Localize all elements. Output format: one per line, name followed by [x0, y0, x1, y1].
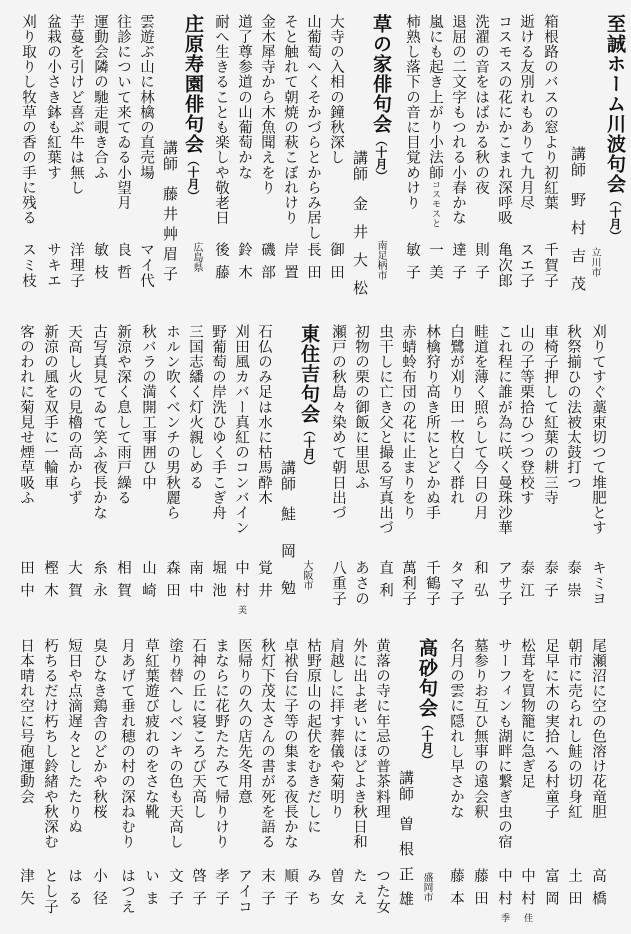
haiku-verse: 芋蔓を引けど喜ぶ牛は無し — [68, 14, 84, 196]
haiku-author: 良哲 — [115, 242, 131, 287]
section-title-shisei: 至誠ホーム川波句会（十月） — [604, 14, 626, 242]
haiku-verse: 天高し火の見櫓の高からず — [66, 324, 82, 506]
haiku-author: 相賀 — [115, 560, 131, 605]
haiku-author: 孝子 — [213, 868, 229, 913]
haiku-author: 南中 — [187, 560, 203, 605]
band-middle — [0, 310, 631, 622]
haiku-author: アサ子 — [496, 560, 512, 607]
haiku-author: 亀次郎 — [496, 242, 512, 289]
haiku-author: 小径 — [91, 868, 107, 913]
teacher-takasago: 講師曽根正雄 — [397, 770, 415, 916]
haiku-author: 文子 — [167, 868, 183, 913]
haiku-verse: 枯野原山の起伏をむきだしに — [305, 638, 321, 835]
haiku-verse: 古写真見てゐて笑ふ夜長かな — [91, 324, 107, 521]
haiku-author: 津矢 — [18, 868, 34, 913]
haiku-verse: 虫干しに亡き父と撮る写真出づ — [377, 324, 393, 536]
haiku-author: マイ代 — [138, 242, 154, 289]
haiku-verse: まならに花野たたみて帰りけり — [213, 638, 229, 850]
haiku-verse: 足早に木の実拾へる村童子 — [543, 638, 559, 820]
haiku-verse: 名月の雲に隠れし早さかな — [448, 638, 464, 820]
teacher-higashisumiyoshi: 講師鮭岡勉 — [279, 460, 297, 617]
haiku-verse: 退屈の二文字もつれる小春かな — [450, 14, 466, 226]
haiku-verse: 卓袱台に子等の集まる夜長かな — [282, 638, 298, 850]
haiku-author: 富岡 — [543, 868, 559, 913]
haiku-verse: 石仏のみ足は水に枯馬酔木 — [256, 324, 272, 506]
haiku-verse: 肩越しに拝す葬儀や菊明り — [328, 638, 344, 820]
haiku-author: 洋理子 — [68, 242, 84, 289]
haiku-author: 土田 — [566, 868, 582, 913]
haiku-verse: そと触れて朝焼の萩こぼれけり — [282, 14, 298, 226]
haiku-verse: 墓参りお互ひ無事の遠会釈 — [472, 638, 488, 820]
haiku-verse: 山の子等栗拾ひつつ登校す — [518, 324, 534, 506]
haiku-verse: 耐へ生きることも楽しや敬老日 — [213, 14, 229, 226]
haiku-author: 糸永 — [91, 560, 107, 605]
haiku-author: 御田 — [328, 242, 344, 287]
haiku-author: あさの — [353, 560, 369, 607]
haiku-verse: 車椅子押して紅葉の耕三寺 — [542, 324, 558, 506]
haiku-author: 順子 — [282, 868, 298, 913]
haiku-verse: 金木犀寺から木魚聞えをり — [259, 14, 275, 196]
haiku-verse: 運動会隣の馳走覗き合ふ — [92, 14, 108, 181]
haiku-verse: 秋祭揃ひの法被太鼓打つ — [565, 324, 581, 491]
haiku-author: 千鶴子 — [424, 560, 440, 607]
haiku-verse: 林檎狩り高き所にとどかぬ手 — [424, 324, 440, 521]
haiku-author: 藤田 — [472, 868, 488, 913]
haiku-verse: 逝ける友別れもありて九月尽 — [518, 14, 534, 211]
haiku-author: つた女 — [374, 868, 390, 915]
place-shobara: 広島県 — [191, 242, 202, 272]
haiku-verse: 月あげて垂れ穂の村の深ねむり — [119, 638, 135, 850]
haiku-verse: コスモスの花にかこまれ深呼吸 — [496, 14, 512, 226]
haiku-author: 泰崇 — [565, 560, 581, 605]
haiku-verse: 嵐にも起き上がり小法師コスモスと — [427, 14, 443, 229]
haiku-verse: 松茸を買物籠に急ぎ足 — [519, 638, 535, 789]
haiku-verse: これ程に誰が為に咲く曼珠沙華 — [496, 324, 512, 536]
haiku-verse: 白鷺が刈り田一枚白く群れ — [448, 324, 464, 506]
haiku-author: 中村季 — [496, 868, 512, 930]
haiku-author: 中村佳 — [519, 868, 535, 930]
haiku-verse: 畦道を薄く照らして今日の月 — [472, 324, 488, 521]
haiku-verse: 臭ひなき鶏舎のどかや秋桜 — [91, 638, 107, 820]
haiku-author: スエ子 — [518, 242, 534, 289]
haiku-verse: 赤蜻蛉布団の花に止まりをり — [400, 324, 416, 521]
haiku-verse: 客のわれに菊見せ煙草吸ふ — [18, 324, 34, 506]
haiku-author: 後藤 — [213, 242, 229, 287]
haiku-author: みち — [305, 868, 321, 913]
haiku-author: 藤本 — [448, 868, 464, 913]
haiku-author: 磯部 — [259, 242, 275, 287]
haiku-author: たえ — [351, 868, 367, 913]
haiku-author: 千賀子 — [542, 242, 558, 289]
haiku-verse: 朽ちるだけ朽ちし鈴緒や秋深む — [42, 638, 58, 850]
haiku-author: 覚井 — [256, 560, 272, 605]
haiku-verse: 道了尊参道の山葡萄かな — [236, 14, 252, 181]
haiku-author: 岸置 — [282, 242, 298, 287]
haiku-verse: 尾瀬沼に空の色溶け花竜胆 — [590, 638, 606, 820]
haiku-author: タマ子 — [448, 560, 464, 607]
haiku-author: サキエ — [45, 242, 61, 289]
haiku-verse: 刈りてすぐ藁束切つて堆肥とす — [590, 324, 606, 536]
place-takasago: 盛岡市 — [421, 872, 432, 902]
haiku-author: 中村美 — [233, 560, 249, 622]
place-shisei: 立川市 — [589, 247, 600, 277]
haiku-author: 田中 — [18, 560, 34, 605]
haiku-verse: 初物の栗の御飯に里思ふ — [353, 324, 369, 491]
haiku-author: とし子 — [42, 868, 58, 915]
section-title-kusanoie: 草の家俳句会（十月） — [370, 14, 392, 182]
haiku-verse: 刈田風カバー真紅のコンバイン — [233, 324, 249, 536]
haiku-author: 長田 — [305, 242, 321, 287]
haiku-author: 泰子 — [542, 560, 558, 605]
haiku-author: 八重子 — [330, 560, 346, 607]
teacher-shisei: 講師野村吉茂 — [569, 146, 587, 304]
haiku-author: いま — [143, 868, 159, 913]
haiku-author: 直利 — [377, 560, 393, 605]
haiku-author: 樫木 — [42, 560, 58, 605]
haiku-author: 泰江 — [518, 560, 534, 605]
haiku-verse: 盆栽の小さき鉢も紅葉す — [45, 14, 61, 181]
haiku-verse: 大寺の入相の鐘秋深し — [328, 14, 344, 165]
haiku-author: キミヨ — [590, 560, 606, 607]
haiku-verse: 洗濯の音をはばかる秋の夜 — [473, 14, 489, 196]
haiku-verse: 外に出よ老いにほどよき秋日和 — [351, 638, 367, 850]
section-title-shobara: 庄原寿園俳句会（十月） — [182, 14, 204, 202]
haiku-author: 鈴木 — [236, 242, 252, 287]
haiku-author: 敏子 — [404, 242, 420, 287]
teacher-shobara: 講師藤井艸眉子 — [161, 140, 179, 286]
haiku-verse: 山葡萄へくそかづらとからみ居し — [305, 14, 321, 241]
haiku-verse: 雲遊ぶ山に林檎の直売場 — [138, 14, 154, 181]
section-title-higashisumiyoshi: 東住吉句会（十月） — [298, 324, 320, 472]
haiku-verse: 日本晴れ空に号砲運動会 — [18, 638, 34, 805]
haiku-verse: 瀬戸の秋島々染めて朝日出づ — [330, 324, 346, 521]
haiku-author: 高橋 — [590, 868, 606, 913]
haiku-verse: ホルン吹くベンチの男秋麗ら — [164, 324, 180, 521]
section-title-takasago: 高砂句会（十月） — [416, 638, 438, 766]
haiku-author: スミ枝 — [20, 242, 36, 289]
haiku-author: 一美 — [427, 242, 443, 287]
haiku-verse: 箱根路のバスの窓より初紅葉 — [542, 14, 558, 211]
haiku-verse: サーフィンも湖畔に繋ぎ虫の宿 — [496, 638, 512, 850]
haiku-verse: 刈り取りし牧草の香の手に残る — [20, 14, 36, 226]
haiku-verse: 石神の丘に寝ころび天高し — [190, 638, 206, 820]
haiku-author: アイコ — [236, 868, 252, 915]
haiku-verse: 塗り替へしベンキの色も天高し — [167, 638, 183, 850]
haiku-verse: 短日や点滴遅々としたたりぬ — [66, 638, 82, 835]
haiku-verse: 黄落の寺に年忌の普茶料理 — [374, 638, 390, 820]
haiku-verse: 往診について来てゐる小望月 — [115, 14, 131, 211]
haiku-author: はる — [66, 868, 82, 913]
haiku-verse: 朝市に売られし鮭の切身紅 — [566, 638, 582, 820]
haiku-verse: 秋灯下茂太さんの書が死を語る — [259, 638, 275, 850]
haiku-author: はつえ — [119, 868, 135, 915]
place-higashisumiyoshi: 大阪市 — [301, 560, 312, 590]
haiku-verse: 草紅葉遊び疲れのをさな靴 — [143, 638, 159, 820]
haiku-author: 敏枝 — [92, 242, 108, 287]
place-kusanoie: 南足柄市 — [375, 240, 386, 280]
haiku-verse: 新涼や深く息して雨戸繰る — [115, 324, 131, 506]
haiku-author: 萬利子 — [400, 560, 416, 607]
haiku-verse: 三国志繙く灯火親しめる — [187, 324, 203, 491]
teacher-kusanoie: 講師金井大松 — [351, 150, 369, 308]
haiku-author: 達子 — [450, 242, 466, 287]
haiku-author: 山崎 — [140, 560, 156, 605]
band-top — [0, 0, 631, 310]
haiku-author: 則子 — [473, 242, 489, 287]
haiku-author: 末子 — [259, 868, 275, 913]
haiku-verse: 秋バラの満開工事囲ひ中 — [140, 324, 156, 491]
haiku-verse: 医帰りの久の店先冬用意 — [236, 638, 252, 805]
haiku-author: 大賀 — [66, 560, 82, 605]
haiku-author: 森田 — [164, 560, 180, 605]
haiku-author: 曽女 — [328, 868, 344, 913]
haiku-author: 啓子 — [190, 868, 206, 913]
haiku-verse: 野葡萄の岸洗ひゆく手こぎ舟 — [210, 324, 226, 521]
haiku-verse: 新涼の風を双手に一輪車 — [42, 324, 58, 491]
band-bottom — [0, 610, 631, 934]
haiku-author: 和弘 — [472, 560, 488, 605]
haiku-author: 堀池 — [210, 560, 226, 605]
haiku-verse: 柿熟し落下の音に目覚めけり — [404, 14, 420, 211]
